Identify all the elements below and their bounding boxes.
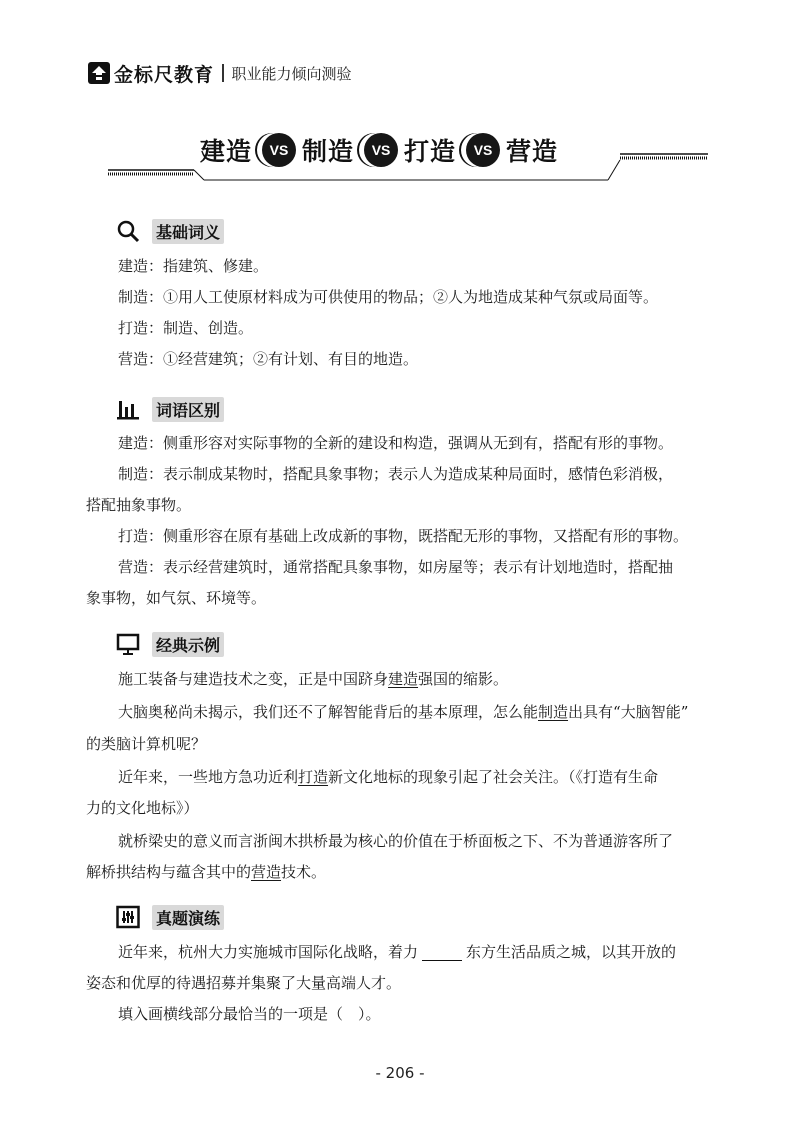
vs-badge-2: VS: [364, 133, 398, 167]
sliders-icon: [116, 905, 140, 929]
answer-blank: [422, 946, 462, 961]
title-word-1: 建造: [200, 137, 253, 166]
keyword-dazao: 打造: [298, 768, 329, 786]
example-line-4b: 解桥拱结构与蕴含其中的营造技术。: [86, 863, 327, 881]
practice-prompt: 填入画横线部分最恰当的一项是（ ）。: [118, 1005, 381, 1023]
logo-icon: [88, 62, 110, 84]
section-examples-heading: [116, 630, 224, 658]
title-word-4: 营造: [506, 137, 559, 166]
diff-line-2: 制造：表示制成某物时，搭配具象事物；表示人为造成某种局面时，感情色彩消极，: [118, 465, 674, 483]
practice-question-line-2: 姿态和优厚的待遇招募并集聚了大量高端人才。: [86, 974, 402, 992]
brand-name: 金标尺教育: [114, 63, 215, 86]
basic-line-4: 营造：①经营建筑；②有计划、有目的地造。: [118, 350, 419, 368]
diff-line-5: 营造：表示经营建筑时，通常搭配具象事物，如房屋等；表示有计划地造时，搭配抽: [118, 558, 674, 576]
header-divider: [222, 64, 224, 82]
basic-line-1: 建造：指建筑、修建。: [118, 257, 269, 275]
section-basic-heading: [116, 217, 224, 245]
basic-line-2: 制造：①用人工使原材料成为可供使用的物品；②人为地造成某种气氛或局面等。: [118, 288, 659, 306]
keyword-yingzao: 营造: [251, 863, 282, 881]
page-number: - 206 -: [375, 1064, 425, 1082]
example-line-3: 近年来，一些地方急功近利打造新文化地标的现象引起了社会关注。（《打造有生命: [118, 768, 659, 786]
example-line-4: 就桥梁史的意义而言浙闽木拱桥最为核心的价值在于桥面板之下、不为普通游客所了: [118, 832, 674, 850]
diff-line-3: 搭配抽象事物。: [86, 496, 192, 514]
title-banner: [108, 124, 708, 190]
header-subtitle: 职业能力倾向测验: [231, 64, 352, 83]
section-examples-title: 经典示例: [152, 632, 224, 657]
vs-badge-3: VS: [466, 133, 500, 167]
keyword-zhizao: 制造: [538, 703, 569, 721]
magnifier-icon: [116, 219, 140, 243]
title-word-2: 制造: [302, 137, 355, 166]
practice-question-line-1: 近年来，杭州大力实施城市国际化战略，着力 东方生活品质之城，以其开放的: [118, 943, 677, 961]
vs-badge-1: VS: [262, 133, 296, 167]
diff-line-1: 建造：侧重形容对实际事物的全新的建设和构造，强调从无到有，搭配有形的事物。: [118, 434, 674, 452]
section-practice-heading: [116, 903, 224, 931]
example-line-2: 大脑奥秘尚未揭示，我们还不了解智能背后的基本原理，怎么能制造出具有“大脑智能”: [118, 703, 689, 721]
bar-chart-icon: [116, 397, 140, 421]
presentation-board-icon: [116, 632, 140, 656]
keyword-jianzao: 建造: [388, 670, 419, 688]
example-line-2b: 的类脑计算机呢？: [86, 735, 207, 753]
page-header: [88, 58, 352, 88]
section-diff-title: 词语区别: [152, 397, 224, 422]
diff-line-4: 打造：侧重形容在原有基础上改成新的事物，既搭配无形的事物，又搭配有形的事物。: [118, 527, 689, 545]
title-text-row: [200, 132, 558, 168]
title-word-3: 打造: [404, 137, 457, 166]
example-line-1: 施工装备与建造技术之变，正是中国跻身建造强国的缩影。: [118, 670, 509, 688]
basic-line-3: 打造：制造、创造。: [118, 319, 254, 337]
section-diff-heading: [116, 395, 224, 423]
diff-line-6: 象事物，如气氛、环境等。: [86, 589, 267, 607]
section-practice-title: 真题演练: [152, 905, 224, 930]
section-basic-title: 基础词义: [152, 219, 224, 244]
example-line-3b: 力的文化地标》）: [86, 799, 199, 817]
